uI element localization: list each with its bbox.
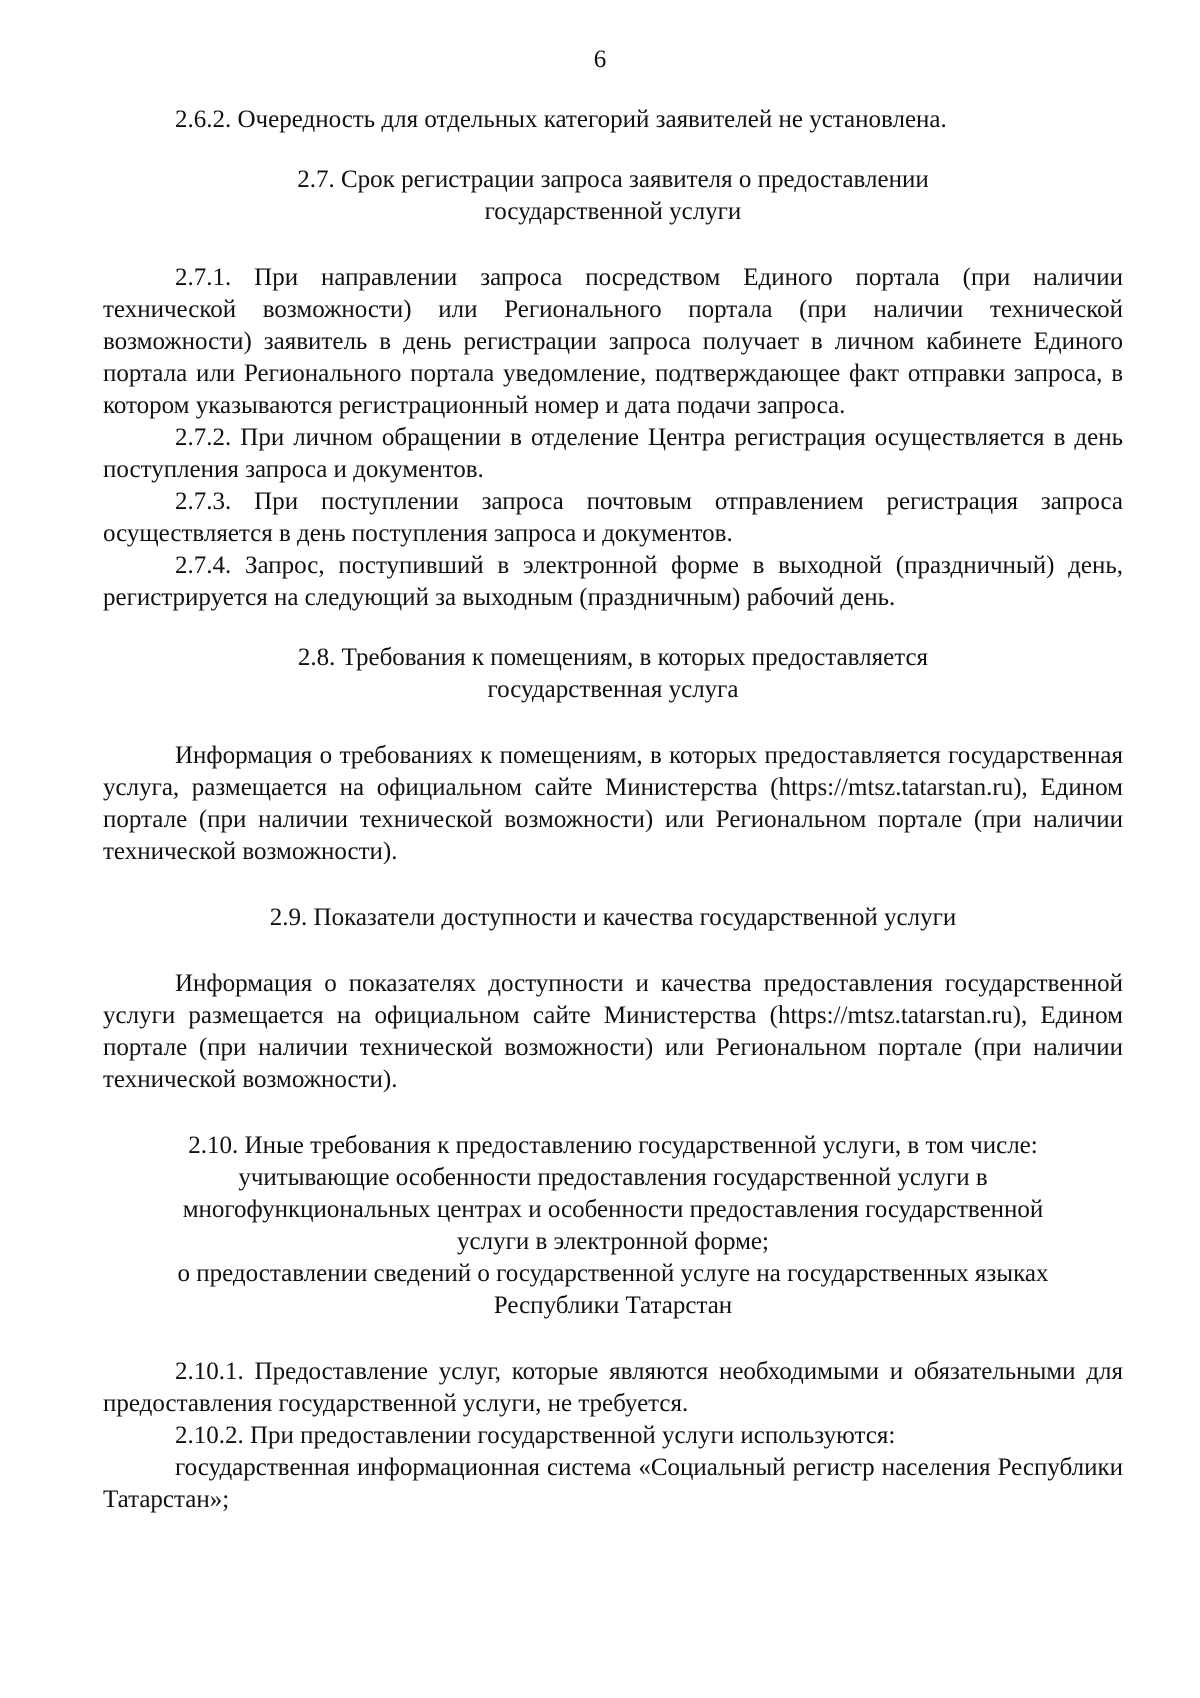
- paragraph-2-8: Информация о требованиях к помещениям, в которых предоставляется государственная услуга, размещается на официальном сайте Министерства (https://mtsz.tatarstan.ru), Едином портале (при наличии технической возможности) или Региональном портале (при наличии технической возможности).: [103, 742, 1123, 865]
- section-title-line: Республики Татарстан: [493, 1292, 733, 1319]
- paragraph-2-7-4: 2.7.4. Запрос, поступивший в электронной форме в выходной (праздничный) день, регистрируется на следующий за выходным (праздничным) рабочий день.: [103, 552, 1123, 611]
- section-title-line: многофункциональных центрах и особенности предоставления государственной: [182, 1196, 1044, 1223]
- paragraph-2-9: Информация о показателях доступности и качества предоставления государственной услуги размещается на официальном сайте Министерства (https://mtsz.tatarstan.ru), Едином портале (при наличии технической возможности) или Региональном портале (при наличии технической возможности).: [103, 970, 1123, 1093]
- section-title-2-8: [103, 642, 1123, 706]
- paragraph-2-6-2: 2.6.2. Очередность для отдельных категорий заявителей не установлена.: [175, 106, 947, 133]
- section-title-line: о предоставлении сведений о государственной услуге на государственных языках: [177, 1260, 1049, 1287]
- section-title-line: государственная услуга: [487, 676, 739, 703]
- paragraph-2-10-2: 2.10.2. При предоставлении государственной услуги используются:: [175, 1422, 896, 1449]
- section-title-line: 2.8. Требования к помещениям, в которых предоставляется: [297, 644, 929, 671]
- section-title-line: 2.10. Иные требования к предоставлению государственной услуги, в том числе:: [188, 1132, 1038, 1159]
- paragraph-2-10-2-item: государственная информационная система «Социальный регистр населения Республики Татарстан»;: [103, 1454, 1123, 1513]
- paragraph-2-7-1: 2.7.1. При направлении запроса посредством Единого портала (при наличии технической возможности) или Регионального портала (при наличии технической возможности) заявитель в день регистрации запроса получает в личном кабинете Единого портала или Регионального портала уведомление, подтверждающее факт отправки запроса, в котором указываются регистрационный номер и дата подачи запроса.: [103, 264, 1123, 419]
- section-title-2-9: [103, 902, 1123, 934]
- section-title-line: учитывающие особенности предоставления государственной услуги в: [238, 1164, 988, 1191]
- section-title-line: услуги в электронной форме;: [457, 1228, 769, 1255]
- section-title-line: 2.9. Показатели доступности и качества государственной услуги: [269, 904, 957, 931]
- section-title-line: государственной услуги: [484, 198, 742, 225]
- page-number: 6: [593, 46, 607, 73]
- paragraph-2-7-3: 2.7.3. При поступлении запроса почтовым отправлением регистрация запроса осуществляется в день поступления запроса и документов.: [103, 488, 1123, 547]
- document-body: [103, 104, 1123, 1516]
- section-title-2-7: [103, 164, 1123, 228]
- section-title-2-10: [103, 1130, 1123, 1322]
- paragraph-2-7-2: 2.7.2. При личном обращении в отделение Центра регистрация осуществляется в день поступления запроса и документов.: [103, 424, 1123, 483]
- paragraph-2-10-1: 2.10.1. Предоставление услуг, которые являются необходимыми и обязательными для предоставления государственной услуги, не требуется.: [103, 1358, 1123, 1417]
- section-title-line: 2.7. Срок регистрации запроса заявителя о предоставлении: [297, 166, 929, 193]
